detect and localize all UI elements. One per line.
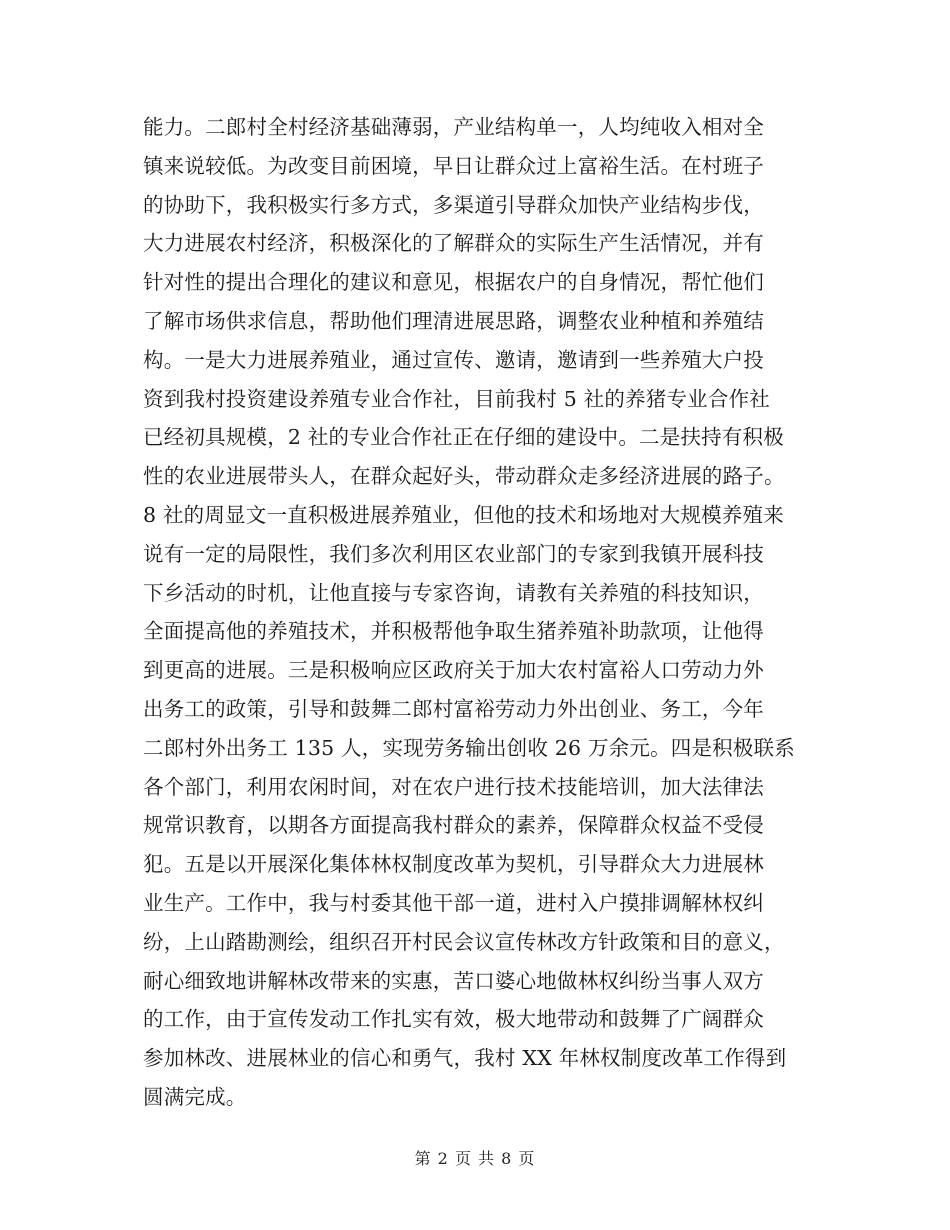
- text-line: 圆满完成。: [143, 1084, 247, 1109]
- body-paragraph: [143, 108, 823, 1117]
- text-line: 规常识教育，以期各方面提高我村群众的素养，保障群众权益不受侵: [143, 813, 764, 838]
- text-line: 纷，上山踏勘测绘，组织召开村民会议宣传林改方针政策和目的意义，: [143, 929, 785, 954]
- text-line: 性的农业进展带头人，在群众起好头，带动群众走多经济进展的路子。: [143, 464, 785, 489]
- text-line: 犯。五是以开展深化集体林权制度改革为契机，引导群众大力进展林: [143, 852, 764, 877]
- text-line: 的工作，由于宣传发动工作扎实有效，极大地带动和鼓舞了广阔群众: [143, 1007, 764, 1032]
- page-footer: 第 2 页 共 8 页: [414, 1149, 536, 1168]
- text-line: 的协助下，我积极实行多方式，多渠道引导群众加快产业结构步伐，: [143, 192, 764, 217]
- text-line: 耐心细致地讲解林改带来的实惠，苦口婆心地做林权纠纷当事人双方: [143, 968, 764, 993]
- text-line: 到更高的进展。三是积极响应区政府关于加大农村富裕人口劳动力外: [143, 658, 764, 683]
- text-line: 说有一定的局限性，我们多次利用区农业部门的专家到我镇开展科技: [143, 541, 764, 566]
- text-line: 针对性的提出合理化的建议和意见，根据农户的自身情况，帮忙他们: [143, 270, 764, 295]
- text-line: 镇来说较低。为改变目前困境，早日让群众过上富裕生活。在村班子: [143, 153, 764, 178]
- text-line: 全面提高他的养殖技术，并积极帮他争取生猪养殖补助款项，让他得: [143, 619, 764, 644]
- text-line: 各个部门，利用农闲时间，对在农户进行技术技能培训，加大法律法: [143, 774, 764, 799]
- text-line: 能力。二郎村全村经济基础薄弱，产业结构单一，人均纯收入相对全: [143, 115, 764, 139]
- text-line: 资到我村投资建设养殖专业合作社，目前我村 5 社的养猪专业合作社: [143, 386, 770, 411]
- text-line: 了解市场供求信息，帮助他们理清进展思路，调整农业种植和养殖结: [143, 308, 764, 333]
- text-line: 业生产。工作中，我与村委其他干部一道，进村入户摸排调解林权纠: [143, 890, 764, 915]
- text-line: 二郎村外出务工 135 人，实现劳务输出创收 26 万余元。四是积极联系: [143, 735, 795, 760]
- text-line: 参加林改、进展林业的信心和勇气，我村 XX 年林权制度改革工作得到: [143, 1046, 787, 1071]
- text-line: 下乡活动的时机，让他直接与专家咨询，请教有关养殖的科技知识，: [143, 580, 764, 605]
- text-line: 已经初具规模，2 社的专业合作社正在仔细的建设中。二是扶持有积极: [143, 425, 784, 450]
- text-line: 出务工的政策，引导和鼓舞二郎村富裕劳动力外出创业、务工，今年: [143, 696, 764, 721]
- text-line: 8 社的周显文一直积极进展养殖业，但他的技术和场地对大规模养殖来: [143, 502, 784, 527]
- text-line: 构。一是大力进展养殖业，通过宣传、邀请，邀请到一些养殖大户投: [143, 347, 764, 372]
- text-line: 大力进展农村经济，积极深化的了解群众的实际生产生活情况，并有: [143, 231, 764, 256]
